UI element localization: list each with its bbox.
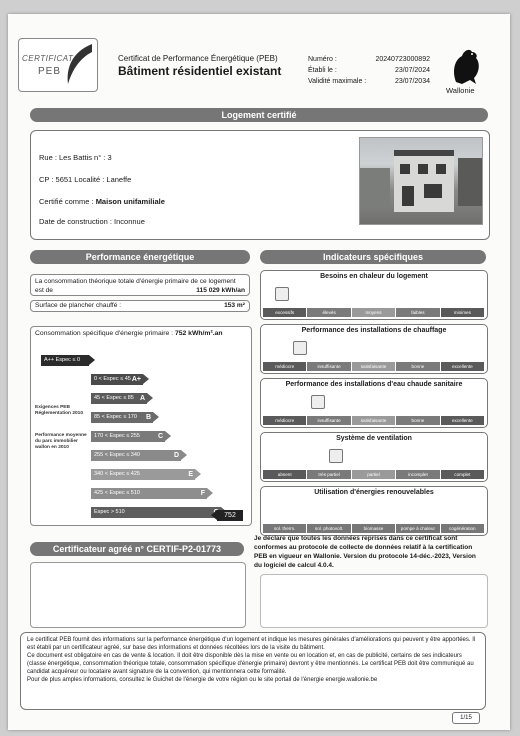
energy-class-range: 425 < Espec ≤ 510 (94, 490, 140, 496)
energy-class-letter: E (188, 471, 193, 478)
heated-surface-box (30, 300, 250, 312)
etabli-value: 23/07/2024 (394, 67, 430, 74)
indicator-scale-step: bonne (396, 362, 440, 371)
indicator-box (260, 486, 488, 536)
indicator-scale-step: insuffisante (307, 362, 351, 371)
peb-logo (18, 38, 96, 90)
energy-class-bar (91, 431, 165, 442)
certificate-meta (308, 54, 430, 87)
indicator-title: Besoins en chaleur du logement (320, 273, 428, 280)
indicator-house-icon (293, 341, 307, 355)
indicator-scale-step: excellente (441, 416, 485, 425)
indicator-scale-step: très partiel (307, 470, 351, 479)
address-locality: CP : 5651 Localité : Laneffe (39, 175, 132, 184)
indicator-scale-step: excellente (441, 362, 485, 371)
indicator-scale (263, 362, 485, 371)
energy-class-range: 45 < Espec ≤ 85 (94, 395, 134, 401)
total-consumption-box (30, 274, 250, 296)
footer-paragraph-3: Pour de plus amples informations, consultez le Guichet de l'énergie de votre région ou le site portail de l'énergie energie.wallonie.be (27, 677, 378, 683)
indicator-scale-step: sol. therm. (263, 524, 307, 533)
house-photo-building (394, 150, 454, 212)
energy-class-bar (91, 450, 181, 461)
etabli-label: Établi le : (308, 67, 337, 74)
numero-label: Numéro : (308, 56, 337, 63)
indicator-title: Système de ventilation (336, 435, 412, 442)
energy-class-bar (91, 488, 207, 499)
logo-text-certificat: CERTIFICAT (22, 54, 74, 63)
page-number: 1/15 (452, 712, 480, 724)
footer-paragraph-1: Le certificat PEB fournit des informations sur la performance énergétique d'un logement et indique les mesures générales d'améliorations qui peuvent y être apportées. Il est établi par un certificateur agréé, sur base des informations et données récoltées lors de la visite du bâtiment. (27, 637, 476, 651)
certified-as (39, 197, 165, 206)
region-label: Wallonie (446, 86, 475, 95)
energy-class-range: Espec > 510 (94, 509, 125, 515)
moyenne-label: Performance moyenne du parc immobilier wallon en 2010 (35, 433, 87, 450)
logement-box (30, 130, 490, 240)
indicator-scale-step: pompe à chaleur (396, 524, 440, 533)
validite-label: Validité maximale : (308, 78, 367, 85)
energy-class-range: 0 < Espec ≤ 45 (94, 376, 131, 382)
specific-consumption (35, 330, 223, 337)
house-photo (359, 137, 483, 225)
energy-class-letter: C (157, 433, 163, 440)
certifier-info-box (30, 562, 246, 628)
indicator-house-icon (311, 395, 325, 409)
wallonie-rooster-icon (448, 46, 484, 86)
signature-box (260, 574, 488, 628)
indicator-scale (263, 470, 485, 479)
certified-as-value: Maison unifamiliale (95, 197, 165, 206)
total-consumption-text: La consommation théorique totale d'énergie primaire de ce logement est de (35, 278, 236, 294)
exigence-label: Exigences PEB Réglementation 2010 (35, 405, 83, 416)
indicator-title: Performance des installations de chauffage (301, 327, 447, 334)
energy-class-range: 85 < Espec ≤ 170 (94, 414, 137, 420)
address-street: Rue : Les Battis n° : 3 (39, 153, 112, 162)
heated-surface-value: 153 m² (224, 302, 245, 309)
energy-class-bar (91, 393, 147, 404)
indicator-box (260, 324, 488, 374)
certifier-declaration: Je déclare que toutes les données reprises dans ce certificat sont conformes au protocole de collecte de données relatif à la certification PEB en vigueur en Wallonie. Version du protocole 14-déc.-2023, Version du logiciel de calcul 4.0.4. (254, 535, 476, 569)
energy-class-bar (91, 469, 195, 480)
indicator-scale-step: incomplet (396, 470, 440, 479)
document-subtitle: Certificat de Performance Énergétique (PEB) (118, 54, 278, 63)
indicator-scale-step: excessifs (263, 308, 307, 317)
energy-class-letter: A (139, 395, 145, 402)
performance-section-title: Performance énergétique (30, 250, 250, 264)
numero-value: 20240723000892 (375, 56, 430, 63)
indicator-scale-step: faibles (396, 308, 440, 317)
certified-as-label: Certifié comme : (39, 197, 96, 206)
energy-class-letter: F (200, 490, 205, 497)
indicators-section-title: Indicateurs spécifiques (260, 250, 486, 264)
energy-class-marker: 752 (217, 510, 243, 521)
energy-class-range: 170 < Espec ≤ 255 (94, 433, 140, 439)
indicator-scale (263, 524, 485, 533)
indicator-scale-step: moyens (352, 308, 396, 317)
indicator-house-icon (275, 287, 289, 301)
specific-consumption-label: Consommation spécifique d'énergie primaire : (35, 330, 174, 337)
logement-section-title: Logement certifié (30, 108, 488, 122)
indicator-scale-step: élevés (307, 308, 351, 317)
indicator-scale-step: partiel (352, 470, 396, 479)
validite-value: 23/07/2034 (394, 78, 430, 85)
indicator-scale-step: médiocre (263, 416, 307, 425)
indicator-scale-step: minimes (441, 308, 485, 317)
energy-class-letter: D (173, 452, 179, 459)
indicator-scale-step: cogénération (441, 524, 485, 533)
indicator-scale-step: bonne (396, 416, 440, 425)
footer-info (20, 632, 486, 710)
certificate-page (8, 14, 510, 730)
indicator-scale-step: satisfaisante (352, 416, 396, 425)
energy-class-range: 340 < Espec ≤ 425 (94, 471, 140, 477)
energy-class-bar (91, 412, 153, 423)
logo-text-peb: PEB (38, 66, 62, 77)
energy-class-range: 255 < Espec ≤ 340 (94, 452, 140, 458)
indicator-scale-step: insuffisante (307, 416, 351, 425)
document-title: Bâtiment résidentiel existant (118, 64, 282, 78)
energy-class-bar (91, 374, 143, 385)
energy-class-letter: A+ (131, 376, 141, 383)
energy-class-letter: B (145, 414, 151, 421)
construction-date: Date de construction : Inconnue (39, 217, 145, 226)
indicator-title: Utilisation d'énergies renouvelables (314, 489, 434, 496)
indicator-scale (263, 308, 485, 317)
indicator-scale-step: absent (263, 470, 307, 479)
indicator-scale (263, 416, 485, 425)
certifier-section-title: Certificateur agréé n° CERTIF-P2-01773 (30, 542, 244, 556)
energy-class-range: A++ Espec ≤ 0 (44, 357, 81, 363)
energy-class-box (30, 326, 252, 526)
indicator-scale-step: sol. photovolt. (307, 524, 351, 533)
indicator-box (260, 432, 488, 482)
heated-surface-label: Surface de plancher chauffé : (35, 302, 122, 309)
energy-class-bar (91, 507, 221, 518)
total-consumption-value: 115 029 kWh/an (196, 287, 245, 294)
footer-paragraph-2: Ce document est obligatoire en cas de vente & location. Il doit être disponible dès la mise en vente ou en location et, en cas de publicité, certains de ses indicateurs (classe énergétique, consommation théorique totale, consommation spécifique d'énergie primaire) devront y être mentionnés. Le certificat PEB doit être communiqué au candidat acquéreur ou locataire avant signature de la convention, qui mentionnera cette formalité. (27, 653, 474, 675)
indicator-title: Performance des installations d'eau chaude sanitaire (285, 381, 463, 388)
indicator-house-icon (329, 449, 343, 463)
logo-swoosh-icon (62, 42, 94, 86)
indicator-scale-step: biomasse (352, 524, 396, 533)
specific-consumption-value: 752 kWh/m².an (174, 330, 223, 337)
indicator-box (260, 378, 488, 428)
indicator-scale-step: médiocre (263, 362, 307, 371)
indicator-scale-step: satisfaisante (352, 362, 396, 371)
indicator-box (260, 270, 488, 320)
indicator-scale-step: complet (441, 470, 485, 479)
energy-class-bar (41, 355, 89, 366)
